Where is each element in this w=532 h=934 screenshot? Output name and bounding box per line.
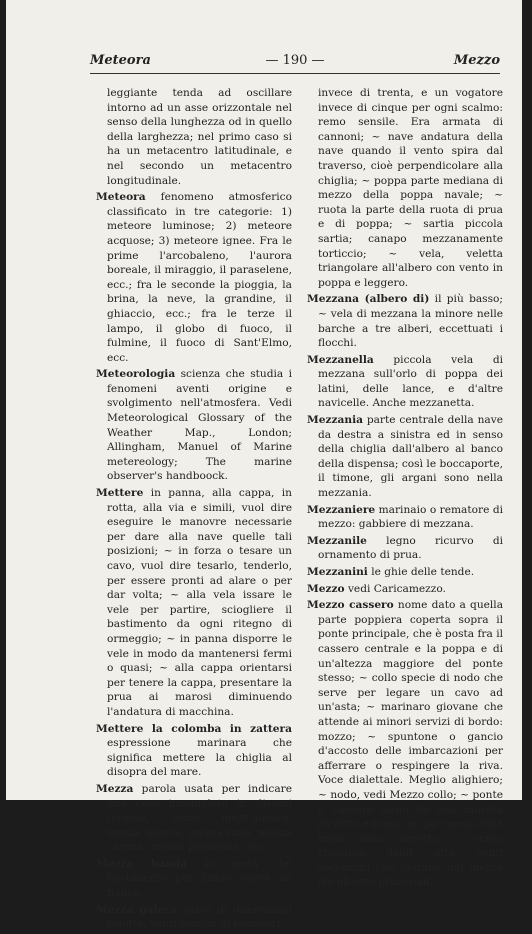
entry-definition: marinaio o rematore di mezzo: gabbiere di mezzana. bbox=[318, 503, 503, 531]
dictionary-entry bbox=[307, 534, 503, 563]
dictionary-page bbox=[6, 0, 522, 931]
entry-definition: galea di dimensioni ridotte; venti banchi di rematori bbox=[107, 903, 292, 931]
entry-headword: Mezzania bbox=[307, 414, 363, 427]
dictionary-entry bbox=[307, 86, 503, 290]
entry-definition: piccola vela di mezzana sull'orlo di poppa dei latini, delle lance, e d'altre navicelle. Anche mezzanetta. bbox=[318, 353, 503, 410]
dictionary-entry bbox=[96, 857, 292, 901]
page-number: — 190 — bbox=[265, 53, 325, 68]
entry-definition: la metà del bastimento per lungo sopra un fianco. bbox=[107, 857, 292, 900]
dictionary-entry bbox=[307, 582, 503, 597]
entry-headword: Mezzo cassero bbox=[307, 599, 394, 612]
entry-definition: invece di trenta, e un vogatore invece di cinque per ogni scalmo: remo sensile. Era armata di cannoni; ~ nave andatura della nave quando il vento spira dal traverso, cioè perpendicolare alla chiglia; ~ poppa parte mediana di mezzo della poppa navale; ~ ruota la parte della ruota di prua e di poppa; ~ sartia piccola sartia; canapo mezzanamente torticcio; ~ vela, veletta triangolare all'albero con vento in poppa e leggero. bbox=[318, 87, 503, 289]
entry-headword: Mezza bbox=[96, 782, 134, 795]
dictionary-entry bbox=[96, 903, 292, 932]
entry-definition: scienza che studia i fenomeni aventi origine e svolgimento nell'atmosfera. Vedi Meteorological Glossary of the Weather Map., London; Allingham, Manuel of Marine metereology; The marine observer's handboock. bbox=[107, 368, 292, 483]
dictionary-entry bbox=[96, 367, 292, 484]
entry-definition: il più basso; ~ vela di mezzana la minore nelle barche a tre alberi, eccettuati i flocchi. bbox=[318, 293, 503, 350]
entry-headword: Mettere bbox=[96, 487, 144, 500]
entry-headword: Mezzaniere bbox=[307, 503, 376, 516]
entry-definition: in panna, alla cappa, in rotta, alla via e simili, vuol dire eseguire le manovre necessarie per dare alla nave quelle tali posizioni; ~ in forza o tesare un cavo, vuol dire tesarlo, tenderlo, per essere pronti ad alare o per dar volta; ~ alla vela issare le vele per partire, sciogliere il bastimento da ogni ritegno di ormeggio; ~ in panna disporre le vele in modo da mantenersi fermi o quasi; ~ alla cappa orientarsi per tenere la cappa, presentare la prua ai marosi diminuendo l'andatura di macchina. bbox=[107, 487, 292, 718]
dictionary-entry bbox=[307, 598, 503, 890]
entry-headword: Mezzana (albero di) bbox=[307, 293, 430, 306]
entry-headword: Mezzanile bbox=[307, 534, 367, 547]
header-first-entry: Meteora bbox=[90, 53, 151, 68]
entry-headword: Meteora bbox=[96, 191, 146, 204]
running-header bbox=[90, 52, 500, 72]
dictionary-entry bbox=[307, 413, 503, 501]
dictionary-entry bbox=[96, 486, 292, 720]
entry-definition: parte centrale della nave da destra a sinistra ed in senso della chiglia dall'albero al banco della dispensa; così le boccaporte, il timone, gli argani sono nella mezzania. bbox=[318, 414, 503, 500]
entry-definition: fenomeno atmosferico classificato in tre categorie: 1) meteore luminose; 2) meteore acquose; 3) meteore ignee. Fra le prime l'arcobaleno, l'aurora boreale, il miraggio, il paraselene, ecc.; fra le seconde la pioggia, la brina, la neve, la grandine, il ghiaccio, ecc.; fra le terze il lampo, il globo di fuoco, il fulmine, il fuoco di Sant'Elmo, ecc. bbox=[107, 191, 292, 364]
entry-definition: leggiante tenda ad oscillare intorno ad un asse orizzontale nel senso della lunghezza od in quello della larghezza; nel primo caso si ha un metacentro latitudinale, e nel secondo un metacentro longitudinale. bbox=[107, 87, 292, 187]
right-column bbox=[307, 86, 503, 892]
dictionary-entry bbox=[307, 565, 503, 580]
entry-definition: vedi Caricamezzo. bbox=[344, 582, 446, 595]
entry-headword: Meteorologia bbox=[96, 368, 176, 381]
dictionary-entry bbox=[96, 86, 292, 188]
entry-definition: legno ricurvo di ornamento di prua. bbox=[318, 534, 503, 562]
entry-headword: Mezzanella bbox=[307, 353, 374, 366]
dictionary-entry bbox=[307, 292, 503, 350]
entry-definition: parola usata per indicare una cosa incompleta in diversi termini, come mezz'ancora, mezza quarta, mezza luna, mezza carena, mezza pressione, ecc. bbox=[107, 782, 292, 854]
entry-headword: Mettere la colomba in zattera bbox=[96, 722, 292, 735]
entry-definition: espressione marinara che significa mettere la chiglia al disopra del mare. bbox=[107, 737, 292, 779]
entry-definition: le ghie delle tende. bbox=[367, 566, 475, 578]
header-rule bbox=[90, 73, 500, 74]
entry-headword: Mezza galera bbox=[96, 903, 177, 916]
entry-headword: Mezza banda bbox=[96, 857, 188, 870]
dictionary-entry bbox=[307, 353, 503, 411]
dictionary-entry bbox=[96, 722, 292, 780]
dictionary-entry bbox=[96, 782, 292, 855]
entry-headword: Mezzo bbox=[307, 582, 345, 595]
entry-headword: Mezzanini bbox=[307, 566, 368, 578]
entry-definition: nome dato a quella parte poppiera coperta sopra il ponte principale, che è posta fra il cassero centrale e la poppa e di un'altezza maggiore del ponte stesso; ~ collo specie di nodo che serve per legare un cavo ad un'asta; ~ marinaro giovane che attende ai minori servizi di bordo: mozzo; ~ spuntone o gancio d'accosto delle imbarcazioni per afferrare o respingere la riva. Voce dialettale. Meglio alighiero; ~ nodo, vedi Mezzo collo; ~ ponte il cassero largo da una murata all'altra e lungo un po' meno della metà della corvetta; ~ vento ciascuno degli otto venti secondari che spirano dal mezzo fra gli otto principali. bbox=[318, 599, 504, 889]
dictionary-entry bbox=[307, 503, 503, 532]
dictionary-entry bbox=[96, 190, 292, 365]
left-column bbox=[96, 86, 292, 934]
header-last-entry: Mezzo bbox=[453, 53, 500, 68]
